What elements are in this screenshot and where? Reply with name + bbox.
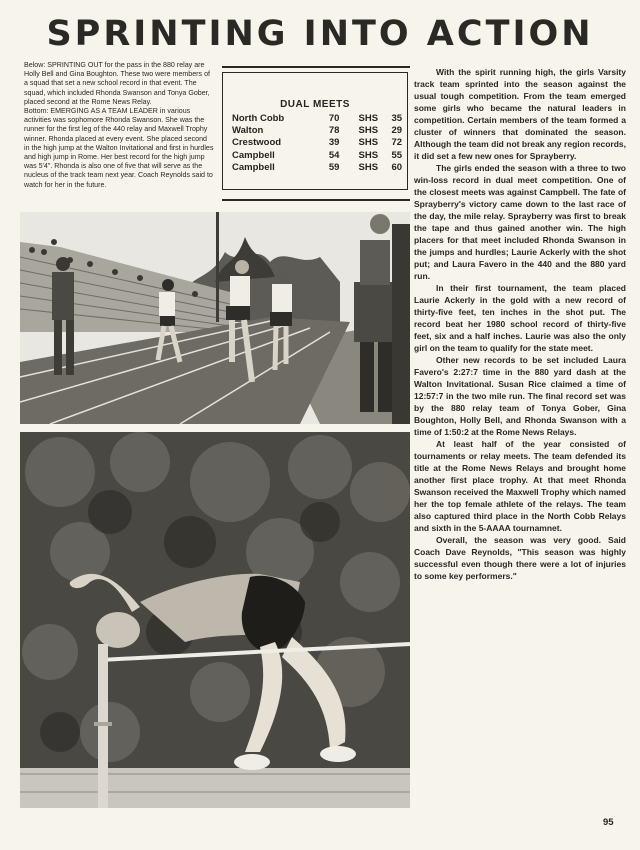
meets-rule-top <box>222 66 410 68</box>
meet-opponent: Crestwood <box>232 137 282 149</box>
high-jump-photo <box>20 432 410 808</box>
meet-school-score: 60 <box>391 161 403 173</box>
meets-rule-bottom <box>222 199 410 201</box>
meet-row <box>232 113 402 125</box>
caption-below: Below: SPRINTING OUT for the pass in the 880 relay are Holly Bell and Gina Boughton. These two were members of a squad that set a new school record in that event. The squad, which included Rhonda Swanson and Tonya Gober, placed second at the Rome News Relay. <box>24 61 210 106</box>
article-paragraph: In their first tournament, the team placed Laurie Ackerly in the gold with a new record of thirty-five feet, ten inches in the shot put. The record beat her 1980 school record of thirty-five feet, six and a half inches. Laurie was also the only girl on the team to qualify for the state meet. <box>414 283 626 353</box>
meet-school-score: 72 <box>391 137 403 149</box>
meet-row <box>232 137 402 149</box>
meet-school: SHS <box>358 161 379 173</box>
dual-meets-table <box>232 113 402 174</box>
article-paragraph: The girls ended the season with a three to two win-loss record in dual meet competition. One of the closest meets was against Campbell. The fate of Sprayberry's victory came down to the last race of the day, the mile relay. Sprayberry was first to break the tape and thus gained another win. The high placers for that meet included Rhonda Swanson in the jumps and hurdles; Laurie Ackerly with the shot put; and Laura Favero in the 440 and the 880 yard run. <box>414 163 626 281</box>
meet-school-score: 29 <box>391 125 403 137</box>
meet-school-score: 55 <box>391 149 403 161</box>
article-paragraph: With the spirit running high, the girls Varsity track team sprinted into the season against the usual tough competition. From the team emerged some girls who became the natural leaders in competition. Certain members of the team formed a cluster of winners that dominated the season. Although the team did not break any region records, it did set a few new ones for Sprayberry. <box>414 67 626 161</box>
meet-opponent-score: 78 <box>328 125 340 137</box>
meet-opponent: Campbell <box>232 149 275 161</box>
page-number: 95 <box>603 817 614 828</box>
dual-meets-box <box>222 72 408 190</box>
meet-opponent: North Cobb <box>232 113 285 124</box>
page-title: SPRINTING INTO ACTION <box>46 14 594 54</box>
meet-school: SHS <box>358 125 379 137</box>
meet-school: SHS <box>358 149 379 161</box>
meet-row <box>232 162 402 174</box>
meet-school-score: 35 <box>391 113 403 124</box>
article-paragraph: Other new records to be set included Laura Favero's 2:27:7 time in the 880 yard dash at the Walton Invitational. Susan Rice claimed a time of 12:57:7 in the two mile run. The final record set was by the 880 relay team of Tonya Gober, Gina Boughton, Holly Bell, and Rhonda Swanson with a time of 1:50:2 at the Rome News Relays. <box>414 355 626 437</box>
meet-school: SHS <box>358 113 379 124</box>
meet-opponent-score: 54 <box>328 149 340 161</box>
meet-opponent-score: 70 <box>328 113 340 124</box>
article-paragraph: At least half of the year consisted of tournaments or relay meets. The team defended its title at the Rome News Relays and brought home another first place trophy. At that meet Rhonda Swanson received the Maxwell Trophy which named her the top female athlete of the relays. The team also captured third place in the North Cobb Relays and sixth in the 5-AAAA tournamnet. <box>414 439 626 533</box>
meet-opponent-score: 59 <box>328 161 340 173</box>
meet-row <box>232 150 402 162</box>
article-paragraph: Overall, the season was very good. Said Coach Dave Reynolds, "This season was highly successful even though there were a lot of injuries to some key performers." <box>414 535 626 581</box>
meet-opponent: Walton <box>232 125 264 137</box>
meet-opponent: Campbell <box>232 161 275 173</box>
meet-school: SHS <box>358 137 379 149</box>
relay-photo <box>20 212 410 424</box>
dual-meets-heading: DUAL MEETS <box>280 99 350 110</box>
article-body <box>414 66 626 582</box>
meet-row <box>232 125 402 137</box>
meet-opponent-score: 39 <box>328 137 340 149</box>
photo-captions <box>24 61 214 190</box>
caption-bottom: Bottom: EMERGING AS A TEAM LEADER in various activities was sophomore Rhonda Swanson. She was the runner for the first leg of the 440 relay and Maxwell Trophy winner. Rhonda placed at every event. She placed second in the high jump at the Walton Invitational and first in hurdles and high jump in Rome. Her best record for the high jump was 5'4". Rhonda is also one of five that will serve as the nucleus of the track team next year. Coach Reynolds said to watch for her in the future. <box>24 107 214 189</box>
